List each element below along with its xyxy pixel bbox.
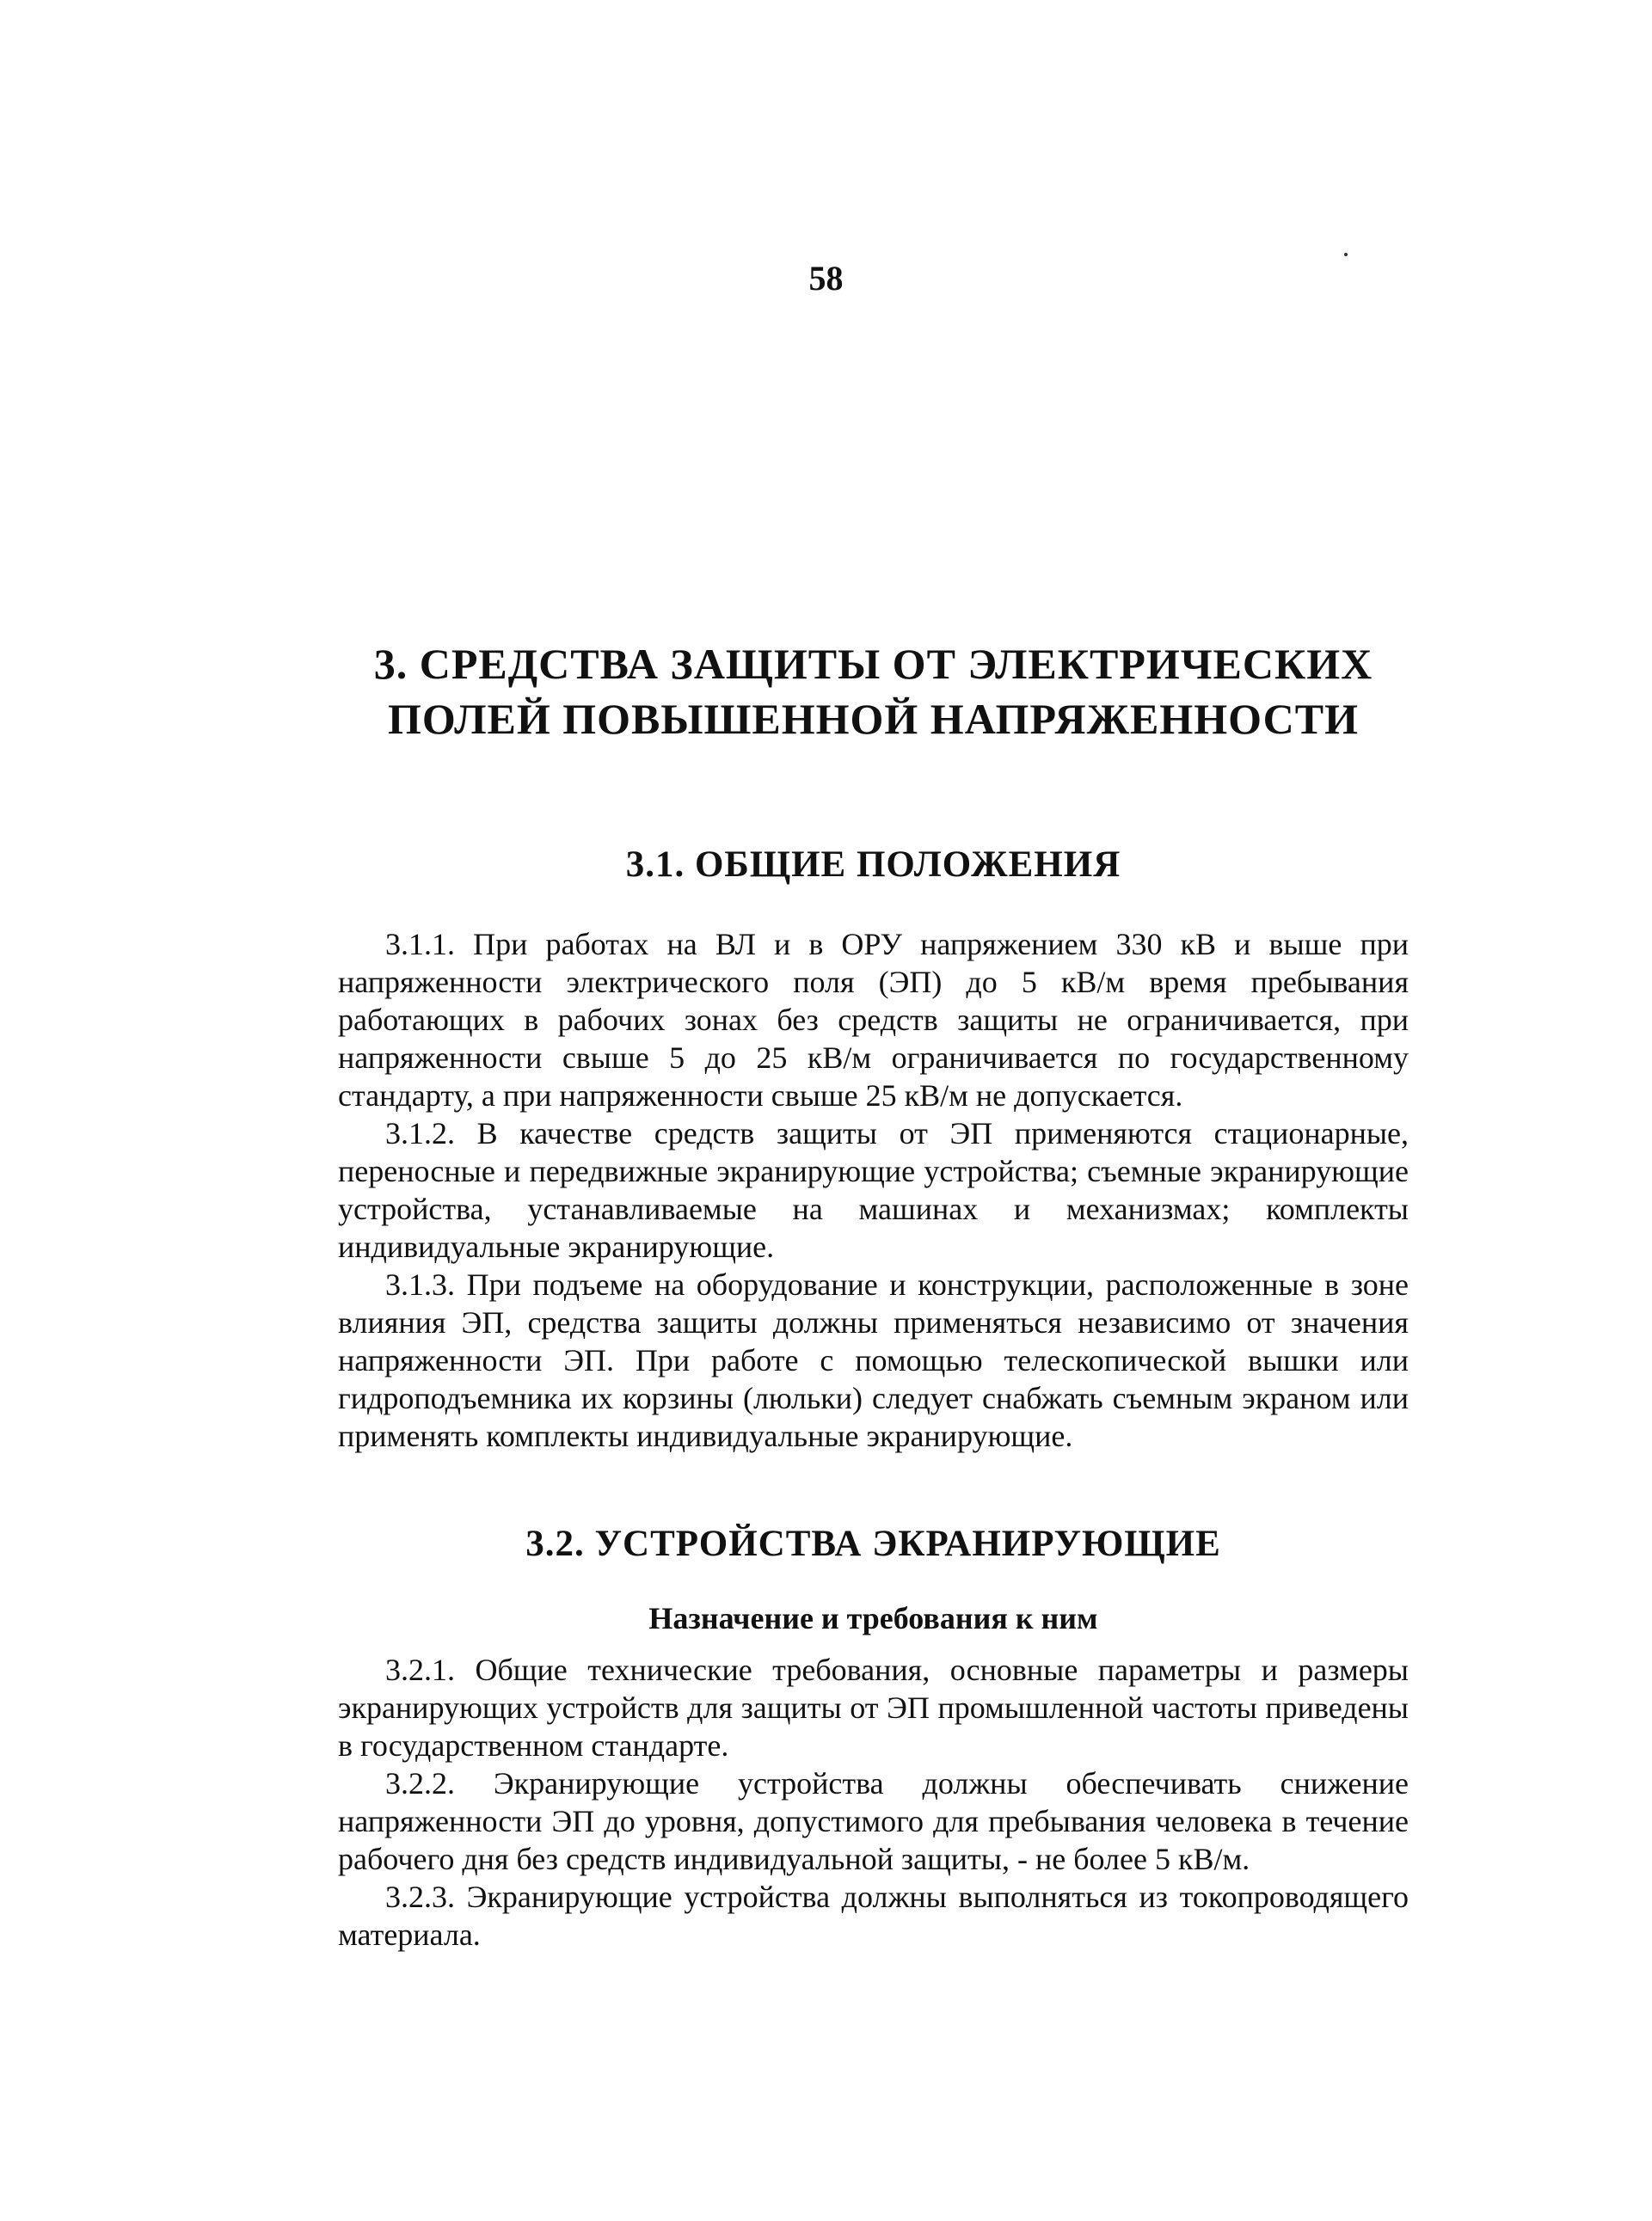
- paragraph-3-2-1: 3.2.1. Общие технические требования, основные параметры и размеры экранирующих устройств для защиты от ЭП промышленной частоты приведены в государственном стандарте.: [338, 1653, 1409, 1763]
- chapter-title-line-1: 3. СРЕДСТВА ЗАЩИТЫ ОТ ЭЛЕКТРИЧЕСКИХ: [373, 640, 1373, 688]
- paragraph-3-2-3: 3.2.3. Экранирующие устройства должны выполняться из токопроводящего материала.: [338, 1880, 1409, 1952]
- scan-speck: [1344, 253, 1348, 256]
- section-title-shielding-devices: 3.2. УСТРОЙСТВА ЭКРАНИРУЮЩИЕ: [525, 1524, 1221, 1564]
- section-shielding-body: [338, 1651, 1409, 1954]
- section-general-body: [338, 925, 1409, 1455]
- paragraph-3-1-3: 3.1.3. При подъеме на оборудование и конструкции, расположенные в зоне влияния ЭП, средства защиты должны применяться независимо от значения напряженности ЭП. При работе с помощью телескопической вышки или гидроподъемника их корзины (люльки) следует снабжать съемным экраном или применять комплекты индивидуальные экранирующие.: [338, 1267, 1409, 1453]
- paragraph-3-2-2: 3.2.2. Экранирующие устройства должны обеспечивать снижение напряженности ЭП до уровня, допустимого для пребывания человека в течение рабочего дня без средств индивидуальной защиты, - не более 5 кВ/м.: [338, 1766, 1409, 1876]
- paragraph-3-1-2: 3.1.2. В качестве средств защиты от ЭП применяются стационарные, переносные и передвижные экранирующие устройства; съемные экранирующие устройства, устанавливаемые на машинах и механизмах; комплекты индивидуальные экранирующие.: [338, 1116, 1409, 1264]
- page-number: 58: [808, 259, 844, 298]
- subsection-title-purpose: Назначение и требования к ним: [648, 1601, 1098, 1635]
- page-body: [338, 636, 1409, 1954]
- chapter-title: [338, 636, 1409, 746]
- chapter-title-line-2: ПОЛЕЙ ПОВЫШЕННОЙ НАПРЯЖЕННОСТИ: [387, 695, 1360, 743]
- section-title-general: 3.1. ОБЩИЕ ПОЛОЖЕНИЯ: [625, 844, 1121, 885]
- paragraph-3-1-1: 3.1.1. При работах на ВЛ и в ОРУ напряжением 330 кВ и выше при напряженности электрического поля (ЭП) до 5 кВ/м время пребывания работающих в рабочих зонах без средств защиты не ограничивается, при напряженности свыше 5 до 25 кВ/м ограничивается по государственному стандарту, а при напряженности свыше 25 кВ/м не допускается.: [338, 927, 1409, 1113]
